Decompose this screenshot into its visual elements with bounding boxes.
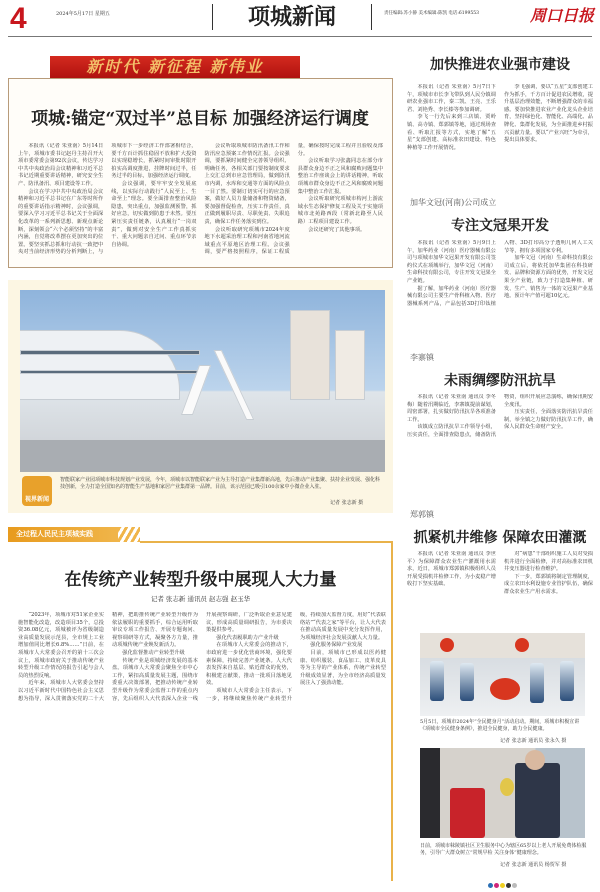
header-divider (8, 36, 592, 37)
registration-dot (488, 883, 493, 888)
lead-banner: 新时代 新征程 新伟业 (50, 56, 300, 78)
paragraph: 强化代表履职助力产业升级 (216, 634, 279, 641)
issue-date: 2024年5月17日 星期五 (56, 11, 110, 17)
paragraph: 据了解，加华药业（河南）医疗器械有限公司主要生产骨科植入物、医疗器械系列产品，产品包括3D打印钛植入物、3D打印高分子透明几何人工关节等，拥有多项国家专利。 (407, 240, 593, 307)
paragraph: 本报讯（记者 朱亚南）5月14日上午，项城市委书记赵丹主持召开大项市委常委会第92次会议，传达学习中共中央政治局会议精神和习近平总书记近期重要讲话精神，研究安全生产、防汛备汛、项目建设等工作。 (18, 143, 104, 187)
industrial-park-photo (20, 290, 385, 472)
article-2-body (407, 240, 593, 352)
article-1-headline: 加快推进农业强市建设 (430, 57, 570, 73)
vision-news-logo: 视界新闻 (22, 476, 52, 506)
paragraph: 会议听取研究项城市构河上游流域水生态保护修复工程及关于实施项城市北苑路西段（常新北路至人民路）工程项目建设工作。 (297, 196, 383, 225)
editors-line: 责任编辑:苏小静 美术编辑:陈凯 电话:6199553 (384, 11, 479, 16)
article-4-body (407, 551, 593, 629)
paragraph: 李飞强调，要以“五星”支部创建工作为抓手，千方百计促进农民增收，提升基层治理效能，不断增强群众的幸福感。要加快推进农业产业化龙头企业培育，坚持绿色化、智能化、高端化、品牌化、集群化发展，为全面推进乡村振兴贡献力量。要以“产业兴旺”为牵引，提出具体要求。 (504, 84, 593, 144)
health-check-photo (420, 748, 585, 838)
paragraph: 强化服务保障产业发展 (310, 642, 363, 649)
article-3-kicker: 李寨镇 (410, 353, 434, 362)
feature-byline: 记者 张志新 通讯员 赵志强 赵玉华 (150, 595, 251, 603)
paragraph: 近年来，项城市人大常委会坚持以习近平新时代中国特色社会主义思想为指导，深入贯彻落实党的二十大精神，把助推传统产业转型升级作为依法履职的重要抓手，综合运用听取审议专项工作报告、开展专题询问、视察调研等方式，凝聚各方力量，推动项城传统产业焕发新活力。 (18, 612, 198, 702)
article-4-kicker: 郑郭镇 (410, 510, 434, 519)
photo-story-caption: 智能联家产业园项城市科技规划产业发展，今年，项城市以智能联家产业为主导打造产业集群新高地，先后推动产业集聚、扶持企业发展、强化科技创新，全力打造全国知名的智能生产基地和家居产业集群第一品牌。目前，该示范园已吸引100余家中小微企业入驻。 (60, 477, 381, 490)
registration-dot (512, 883, 517, 888)
paragraph: 传统产业是项城经济发展的基本盘。项城市人大常委会聚焦全市中心工作，紧扣高质量发展主题，围绕市委重大决策部署，把推动传统产业转型升级作为常委会监督工作的重点内容，先后组织人大代表深入企业一线开展视察调研，广泛听取企业意见建议，形成高质量调研报告，为市委决策提供参考。 (112, 612, 292, 702)
photo-2-caption: 日前，项城市秣陵镇社区卫生服务中心为辖区65岁以上老人开展免费体检服务，引导广大群众树立“常规早检 关注身体”健康理念。 (420, 843, 587, 856)
page-number: 4 (10, 2, 27, 35)
photo-2-credit: 记者 张志新 通讯员 杨贺军 摄 (500, 862, 567, 868)
paragraph: 本报讯（记者 朱亚南）5月7日下午，项城市市长李飞带队到人民分镇调研农业强市工作，秦二凯、王亮、王乐君、刘艳秀、李长榛等参加调研。 (407, 84, 496, 113)
article-1-body (407, 84, 593, 194)
lead-body (18, 143, 383, 261)
paragraph: 会议听取研究项城市2024年度地下水超采治理工程和河南省地河流域重点平原地区治理工程。会议强调，要严格按照程序，保证工程质量，确保按时完成工程并且验收及部分。 (204, 143, 383, 256)
photo-story-credit: 记者 张志新 摄 (330, 500, 364, 506)
photo-1-caption: 5月5日，项城市2024年“全民健身月”活动启动。期间，项城市积极宣讲《项城市全民健身条例》，推进全民健身，助力全民健康。 (420, 719, 580, 732)
tag-stripes (118, 527, 140, 542)
lead-headline: 项城:锚定“双过半”总目标 加强经济运行调度 (31, 109, 369, 129)
paragraph: 下一步，郑郭镇将制定管理制度，成立农田水利设施专业管护队伍，确保群众农业生产用水需求。 (504, 573, 593, 595)
section-tag: 全过程人民民主项城实践 (8, 527, 118, 542)
paragraph: 会议听取项城市防汛备汛工作和防汛应急预案工作情况汇报。会议强调，要抓紧时间健全完善领导组织、明确任务，各相关部门要按制度要求上交汇总到市应急管理局，做到防汛市内调，水库和交通等方面的风险点一目了然。要制订切实可行的应急预案，做好人员力量储备和物资储备，要加强督促检查，压实工作责任，真正做到履职尽责、尽职免责、失职追责，确保工作任务落实到位。 (204, 143, 290, 225)
paragraph: 目前，项城市已形成以医药健康、纺织服装、食品加工、皮革皮具等为主导的产业体系，传统产业转型升级成效显著，为全市经济高质量发展注入了强劲动能。 (300, 649, 386, 687)
paragraph: 会议在学习中共中央政治局会议精神和习近平总书记在广东等时所作的重要讲话指示精神时，会议强调，要深入学习习近平总书记关于全面深化改革的一系列新思想、新观点新论断，深刻领会“六个必须坚持”的丰富内涵，自觉将改革摆在更加突出的位置。要坚实抓总抓和行动抗一致把中央对当前经济形势的分析判断上，与项城市下一步经济工作部署相结合，要千方百计抓住稳固不放和扩大投资以实现稳增长，抓紧时间审批时限开拍实高调度推进，挂牌时间过半，任务过半的目标，加强经济运行调度。 (18, 143, 197, 256)
paragraph: 会议强调，要牢牢安全发展底线，以实际行动践行“人民至上、生命至上”理念。要全面排查整治风险隐患，突出重点，加强监测预警，抓好应急，切实做到防患于未然。要压紧压实责任链条，认真履行“一岗双责”，做到对安全生产工作真抓实干、重大问题亲自过问、重点环节亲自协调。 (111, 180, 197, 248)
paragraph: 本报讯（记者 朱亚南 通讯员 李世平）为保障群众农业生产灌溉用水需求，近日，项城市郑郭镇积极组织人员开展受损机井检修工作，为小麦稳产增收打下坚实基础。 (407, 551, 496, 588)
registration-dot (494, 883, 499, 888)
newspaper-logo: 周口日报 (530, 6, 595, 25)
paragraph: 在项城市人大常委会的推动下，市政府进一步优化营商环境，强化要素保障，持续完善产业链条。人大代表发挥来自基层、贴近群众的优势，积极建言献策，推动一批项目落地见效。 (206, 642, 292, 687)
paragraph: “2023年，项城市对51家企业实施智能化改造，改造项目35个，总投资36.08亿元，项城被评为省级制造业高质量发展示范县，全市规上工业增加值同比增长6.8%……”日前，在项城市人大常委会召开的第十三次会议上，项城市政府关于推动传统产业转型升级工作情况的报告引起与会人员的热烈反响。 (18, 612, 104, 679)
paragraph: 会议听取学习张鑫同志在部分市县群众身边不正之风和腐败问题集中整治工作座谈会上的讲话精神，听取项城市群众身边不正之风和腐败问题集中整治工作汇报。 (297, 158, 383, 195)
section-masthead: 项城新闻 (212, 4, 372, 30)
paragraph: 对“病患”干部组织施工人员对受损机井进行全面检修，并对高标准农田机井变压器进行检查维护。 (504, 551, 593, 573)
fitness-event-photo (420, 633, 585, 716)
paragraph: 李飞一行先后来到三店镇、贾岭镇、高寺镇、郑郭镇等地，通过现场查看、听取汇报等方式，实地了解“五星”支部创建、高标准农田建设、特色种植等工作开展情况。 (407, 114, 496, 151)
photo-1-credit: 记者 张志新 通讯员 张永久 摄 (500, 738, 567, 744)
article-3-headline: 未雨绸缪防汛抗旱 (444, 373, 556, 389)
paragraph: 会议还研究了其他事项。 (308, 226, 366, 233)
feature-body (18, 612, 386, 878)
registration-dot (506, 883, 511, 888)
paragraph: 本报讯（记者 朱亚南）5月9日上午，加华药业（河南）医疗器械有限公司与项城市加华文冠果开发有限公司签约仪式在项城举行，加华文冠（河南）生命科技有限公司，专注开发文冠果全产业链。 (407, 240, 496, 284)
paragraph: 本报讯（记者 朱亚南 通讯员 李冬梅）随着汛期临近，李寨镇提前谋划，周密部署，扎实做好防汛抗旱各项准备工作。 (407, 394, 496, 423)
paragraph: 加华文冠（河南）生命科技有限公司成立后，将依托加华集团在科技研发、品牌和资源方面的优势，开发文冠果全产业链，致力于打造集种植、研发、生产、销售为一体的文冠果产业基地。预计年产值可超10亿元。 (504, 255, 593, 300)
paragraph: 项城市人大常委会主任表示，下一步，将继续聚焦传统产业转型升级，持续加大监督力度，用好“代表联络站”“代表之家”等平台，让人大代表在推动高质量发展中充分发挥作用，为项城经济社会发展贡献人大力量。 (206, 612, 386, 702)
paragraph: 该镇成立防汛抗旱工作领导小组，压实责任，全面排查隐患点，储备防汛物资，组织开展应急演练，确保汛期安全度汛。 (407, 394, 593, 438)
paragraph: 压实责任，全面落实防汛抗旱责任制，举全镇之力做好防汛抗旱工作，确保人民群众生命财产安全。 (504, 409, 593, 431)
article-2-headline: 专注文冠果开发 (451, 218, 549, 234)
registration-dot (500, 883, 505, 888)
article-4-headline: 抓紧机井维修 保障农田灌溉 (413, 530, 587, 546)
feature-headline: 在传统产业转型升级中展现人大力量 (64, 570, 337, 590)
article-2-kicker: 加华文冠(河南)公司成立 (410, 198, 497, 207)
paragraph: 强化监督推动产业转型升级 (122, 649, 185, 656)
article-3-body (407, 394, 593, 504)
